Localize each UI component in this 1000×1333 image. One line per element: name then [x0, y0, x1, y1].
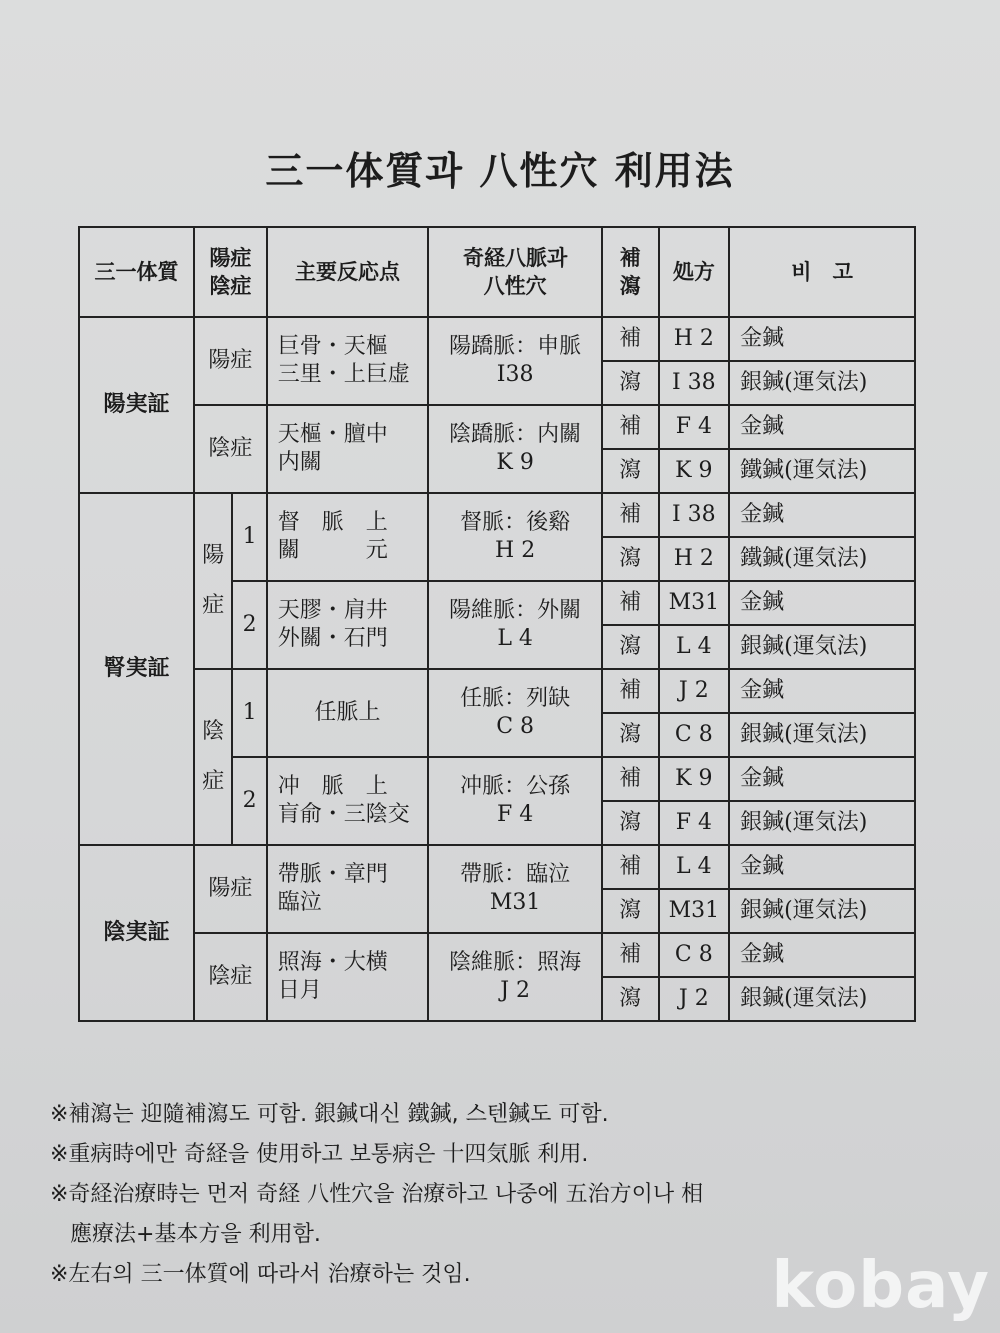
reaction-points: 照海・大横 日月	[267, 933, 429, 1021]
prescription: I 38	[659, 493, 730, 537]
yang-symptom: 陽症	[194, 317, 267, 405]
meridian-point: 帶脈：臨泣 M31	[428, 845, 602, 933]
yin-symptom: 陰症	[194, 933, 267, 1021]
remark: 銀鍼(運気法)	[729, 977, 915, 1021]
yang-symptom-vertical	[194, 493, 232, 669]
prescription: I 38	[659, 361, 730, 405]
remark: 銀鍼(運気法)	[729, 889, 915, 933]
header-note: 비 고	[729, 227, 915, 317]
prescription: F 4	[659, 405, 730, 449]
bo-label: 補	[602, 317, 659, 361]
type-yang-excess: 陽実証	[79, 317, 194, 493]
remark: 金鍼	[729, 317, 915, 361]
prescription: M31	[659, 581, 730, 625]
meridian-point: 陰維脈：照海 J 2	[428, 933, 602, 1021]
prescription: K 9	[659, 449, 730, 493]
sa-label: 瀉	[602, 889, 659, 933]
remark: 金鍼	[729, 933, 915, 977]
table-row	[79, 669, 915, 713]
sub-number: 1	[232, 669, 266, 757]
header-bosa: 補 瀉	[602, 227, 659, 317]
prescription: H 2	[659, 537, 730, 581]
prescription: L 4	[659, 845, 730, 889]
vert-char: 陽	[202, 543, 225, 568]
yang-symptom: 陽症	[194, 845, 267, 933]
meridian-point: 陰蹻脈：内關 K 9	[428, 405, 602, 493]
vert-char: 陰	[202, 719, 225, 744]
sub-number: 2	[232, 757, 266, 845]
footnote: ※補瀉는 迎隨補瀉도 可함. 銀鍼대신 鐵鍼, 스텐鍼도 可함.	[50, 1102, 609, 1127]
yin-symptom-vertical	[194, 669, 232, 845]
remark: 金鍼	[729, 757, 915, 801]
meridian-point: 陽維脈：外關 L 4	[428, 581, 602, 669]
bo-label: 補	[602, 757, 659, 801]
sa-label: 瀉	[602, 361, 659, 405]
footnote-continued: 應療法+基本方을 利用함.	[70, 1222, 321, 1247]
table-row	[79, 933, 915, 977]
prescription: K 9	[659, 757, 730, 801]
bo-label: 補	[602, 405, 659, 449]
yin-symptom: 陰症	[194, 405, 267, 493]
bo-label: 補	[602, 669, 659, 713]
reaction-points: 冲 脈 上 肓俞・三陰交	[267, 757, 429, 845]
sa-label: 瀉	[602, 625, 659, 669]
sa-label: 瀉	[602, 713, 659, 757]
reaction-points: 巨骨・天樞 三里・上巨虚	[267, 317, 429, 405]
header-meridian: 奇経八脈과 八性穴	[428, 227, 602, 317]
remark: 銀鍼(運気法)	[729, 361, 915, 405]
remark: 銀鍼(運気法)	[729, 801, 915, 845]
remark: 銀鍼(運気法)	[729, 713, 915, 757]
table-row	[79, 317, 915, 361]
remark: 金鍼	[729, 845, 915, 889]
sa-label: 瀉	[602, 449, 659, 493]
reaction-points: 督 脈 上 關 元	[267, 493, 429, 581]
table-row	[79, 405, 915, 449]
remark: 鐵鍼(運気法)	[729, 449, 915, 493]
remark: 金鍼	[729, 405, 915, 449]
header-yinyang: 陽症 陰症	[194, 227, 267, 317]
remark: 金鍼	[729, 581, 915, 625]
page-title: 三一体質과 八性穴 利用法	[265, 149, 735, 193]
prescription: L 4	[659, 625, 730, 669]
reaction-points: 天樞・膻中 内關	[267, 405, 429, 493]
sa-label: 瀉	[602, 801, 659, 845]
table-row	[79, 493, 915, 537]
vert-char: 症	[202, 593, 225, 618]
header-type: 三一体質	[79, 227, 194, 317]
sub-number: 1	[232, 493, 266, 581]
type-kidney-excess: 腎実証	[79, 493, 194, 845]
meridian-point: 任脈：列缺 C 8	[428, 669, 602, 757]
type-yin-excess: 陰実証	[79, 845, 194, 1021]
reaction-points: 天膠・肩井 外關・石門	[267, 581, 429, 669]
table-row	[79, 845, 915, 889]
prescription: H 2	[659, 317, 730, 361]
prescription: C 8	[659, 933, 730, 977]
reaction-points: 帶脈・章門 臨泣	[267, 845, 429, 933]
header-rx: 処方	[659, 227, 730, 317]
meridian-point: 冲脈：公孫 F 4	[428, 757, 602, 845]
remark: 金鍼	[729, 669, 915, 713]
prescription: C 8	[659, 713, 730, 757]
treatment-table	[78, 226, 916, 1022]
bo-label: 補	[602, 933, 659, 977]
meridian-point: 督脈：後谿 H 2	[428, 493, 602, 581]
watermark-logo: kobay	[771, 1249, 990, 1323]
prescription: F 4	[659, 801, 730, 845]
sa-label: 瀉	[602, 537, 659, 581]
bo-label: 補	[602, 581, 659, 625]
prescription: M31	[659, 889, 730, 933]
bo-label: 補	[602, 493, 659, 537]
footnote: ※奇経治療時는 먼저 奇経 八性穴을 治療하고 나중에 五治方이나 相	[50, 1182, 704, 1207]
meridian-point: 陽蹻脈：申脈 I38	[428, 317, 602, 405]
footnote: ※重病時에만 奇経을 使用하고 보통病은 十四気脈 利用.	[50, 1142, 589, 1167]
vert-char: 症	[202, 769, 225, 794]
sub-number: 2	[232, 581, 266, 669]
header-points: 主要反応点	[267, 227, 429, 317]
prescription: J 2	[659, 669, 730, 713]
sa-label: 瀉	[602, 977, 659, 1021]
header-row	[79, 227, 915, 317]
prescription: J 2	[659, 977, 730, 1021]
bo-label: 補	[602, 845, 659, 889]
remark: 金鍼	[729, 493, 915, 537]
footnote: ※左右의 三一体質에 따라서 治療하는 것임.	[50, 1262, 471, 1287]
remark: 銀鍼(運気法)	[729, 625, 915, 669]
remark: 鐵鍼(運気法)	[729, 537, 915, 581]
reaction-points: 任脈上	[267, 669, 429, 757]
